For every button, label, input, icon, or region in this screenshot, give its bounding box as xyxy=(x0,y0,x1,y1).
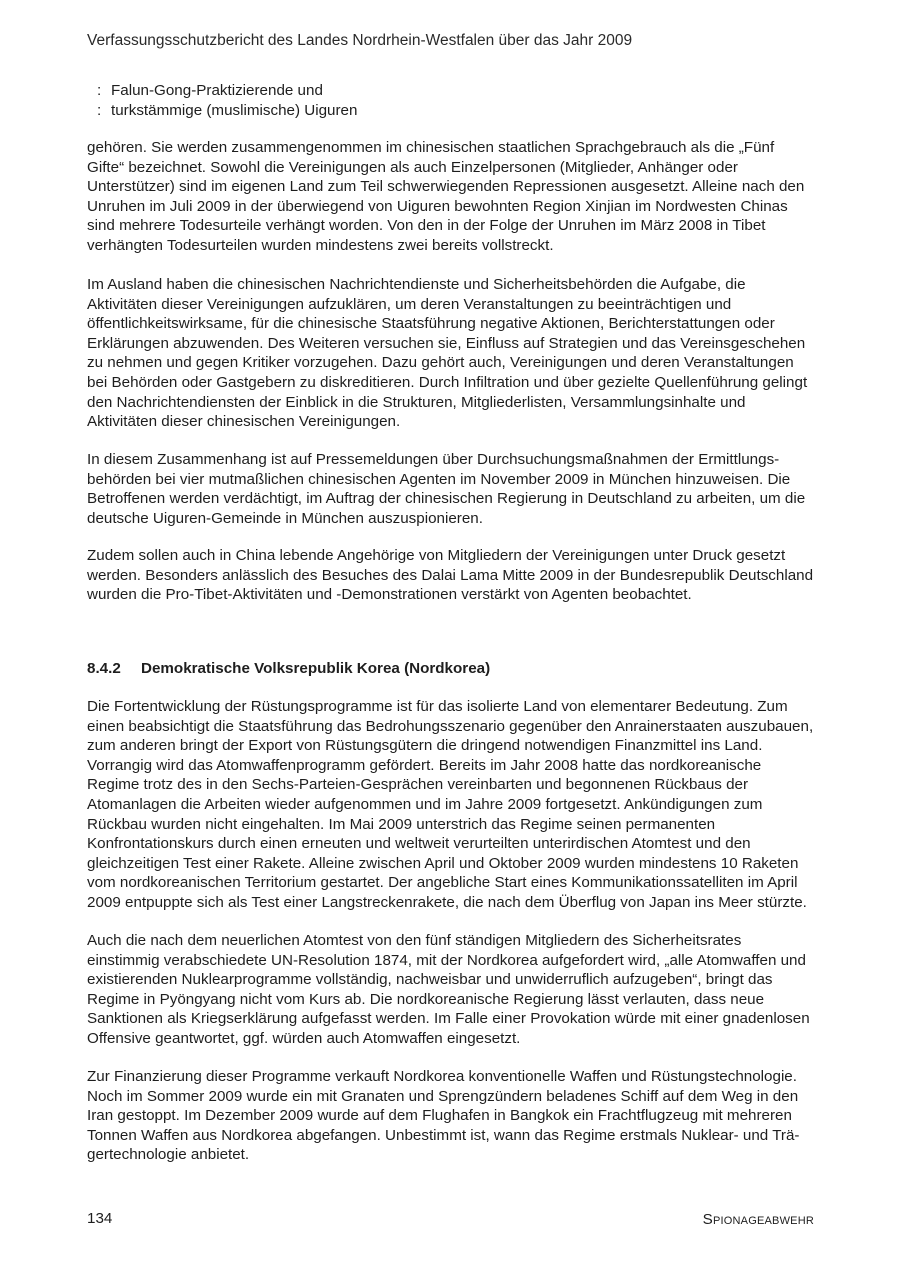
section-title: Demokratische Volksrepublik Korea (Nordkorea) xyxy=(141,660,491,677)
list-item-text: Falun-Gong-Praktizierende und xyxy=(111,82,323,99)
paragraph-angehoerige: Zudem sollen auch in China lebende Angehörige von Mitgliedern der Vereinigungen unter Druck gesetzt werden. Besonders anlässlich des Besuches des Dalai Lama Mitte 2009 in der Bundesrepublik Deutschland wurden die Pro-Tibet-Aktivitäten und -Demonstrationen verstärkt von Agenten beobachtet. xyxy=(87,547,814,604)
section-heading xyxy=(87,659,490,679)
paragraph-fuenf-gifte: gehören. Sie werden zusammengenommen im chinesischen staatlichen Sprachgebrauch als die „Fünf Gifte“ bezeichnet. Sowohl die Vereinigungen als auch Einzelpersonen (Mitglieder, Anhänger oder Unterstützer) sind im eigenen Land zum Teil schwerwiegenden Repressionen ausgesetzt. Alleine nach den Unruhen im Juli 2009 in der überwiegend von Uiguren bewohnten Region Xinjian im Nordwesten Chinas sind mehrere Todesurteile verhängt worden. Von den in der Folge der Unruhen im März 2008 in Tibet verhängten Todesurteilen wurden mindestens zwei bereits vollstreckt. xyxy=(87,139,805,254)
paragraph-ausland-aktivitaeten: Im Ausland haben die chinesischen Nachrichtendienste und Sicherheitsbehörden die Aufgabe, die Aktivitäten dieser Vereinigungen aufzuklären, um deren Veranstaltungen zu beeinträchtigen und öffentlichkeitswirksame, für die chinesische Staatsführung negative Aktionen, Berichterstattungen oder Erklärungen abzuwenden. Des Weiteren versuchen sie, Einfluss auf Strategien und das Vereinsgeschehen zu nehmen und gegen Kritiker vorzugehen. Dazu gehört auch, Vereinigungen und deren Veranstaltungen bei Behörden oder Gastgebern zu diskreditieren. Durch Infiltration und über gezielte Quellenführung gelingt den Nachrichtendiensten der Einblick in die Strukturen, Mitgliederlisten, Versammlungsinhalte und Aktivitäten dieser chinesischen Vereinigungen. xyxy=(87,276,808,431)
bullet-list xyxy=(97,81,357,121)
paragraph-ruestungsprogramme: Die Fortentwicklung der Rüstungsprogramme ist für das isolierte Land von elementarer Bedeutung. Zum einen beabsichtigt die Staatsführung das Bedrohungsszenario gegenüber den Anrainerstaaten auszubauen, zum anderen bringt der Export von Rüstungsgütern die dringend notwendigen Finanzmittel ins Land. Vorrangig wird das Atomwaffenprogramm gefördert. Bereits im Jahr 2008 hatte das nordkoreanische Regime trotz des in den Sechs-Parteien-Gesprächen vereinbarten und begonnenen Rückbaus der Atomanlagen die Arbeiten wieder aufgenommen und im Jahre 2009 fortgesetzt. Ankündigungen zum Rückbau wurden nicht eingehalten. Im Mai 2009 unterstrich das Regime seinen permanenten Konfrontationskurs durch einen erneuten und weltweit verurteilten unterirdischen Atomtest und den gleichzeitigen Test einer Rakete. Alleine zwischen April und Oktober 2009 wurden mindestens 10 Raketen vom nordkoreanischen Territorium gestartet. Der angebliche Start eines Kommunikationssatelliten im April 2009 entpuppte sich als Test einer Langstreckenrakete, die nach dem Überflug von Japan ins Meer stürzte. xyxy=(87,698,814,911)
bullet-marker: : xyxy=(97,82,102,99)
footer-section-label: Spionageabwehr xyxy=(702,1211,814,1228)
paragraph-finanzierung: Zur Finanzierung dieser Programme verkauft Nordkorea konventionelle Waffen und Rüstungstechnologie. Noch im Sommer 2009 wurde ein mit Granaten und Sprengzündern beladenes Schiff auf dem Weg in den Iran gestoppt. Im Dezember 2009 wurde auf dem Flughafen in Bangkok ein Frachtflugzeug mit mehreren Tonnen Waffen aus Nordkorea abgefangen. Unbestimmt ist, wann das Regime erstmals Nuklear- und Trägertechnologie anbietet. xyxy=(87,1068,800,1164)
section-number: 8.4.2 xyxy=(87,660,121,677)
paragraph-un-resolution: Auch die nach dem neuerlichen Atomtest von den fünf ständigen Mitgliedern des Sicherheitsrates einstimmig verabschiedete UN-Resolution 1874, mit der Nordkorea aufgefordert wird, „alle Atomwaffen und existierenden Nuklearprogramme vollständig, nachweisbar und unwiderruflich aufzugeben“, bringt das Regime in Pyöngyang nicht vom Kurs ab. Die nordkoreanische Regierung lässt verlauten, dass neue Sanktionen als Kriegserklärung aufgefasst werden. Im Falle einer Provokation würde mit einer gnadenlosen Offensive geantwortet, ggf. würden auch Atomwaffen eingesetzt. xyxy=(87,932,810,1047)
bullet-marker: : xyxy=(97,102,102,119)
list-item-text: turkstämmige (muslimische) Uiguren xyxy=(111,102,358,119)
list-item xyxy=(97,81,357,101)
paragraph-pressemeldungen: In diesem Zusammenhang ist auf Pressemeldungen über Durchsuchungsmaßnahmen der Ermittlungsbehörden bei vier mutmaßlichen chinesischen Agenten im November 2009 in München hinzuweisen. Die Betroffenen werden verdächtigt, im Auftrag der chinesischen Regierung in Deutschland zu arbeiten, um die deutsche Uiguren-Gemeinde in München auszuspionieren. xyxy=(87,451,806,527)
page-number: 134 xyxy=(87,1210,113,1227)
running-header: Verfassungsschutzbericht des Landes Nordrhein-Westfalen über das Jahr 2009 xyxy=(87,32,633,49)
list-item xyxy=(97,101,357,121)
